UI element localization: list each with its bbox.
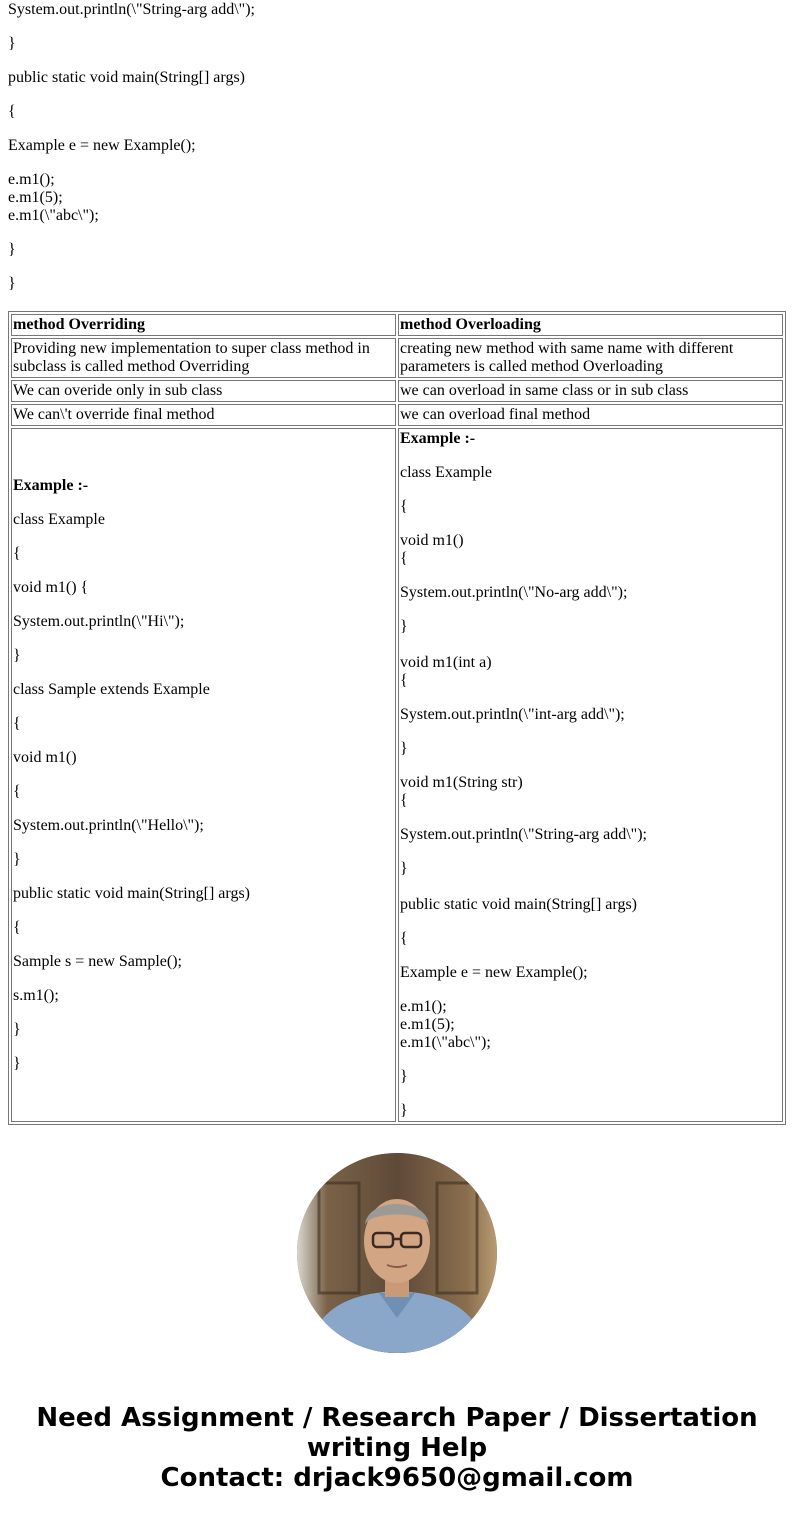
code-line: } xyxy=(13,851,21,868)
comparison-table xyxy=(8,311,786,1125)
code-line: Sample s = new Sample(); xyxy=(13,953,182,970)
code-line: s.m1(); xyxy=(13,987,59,1004)
code-line: class Example xyxy=(400,464,492,481)
code-line: System.out.println(\"Hi\"); xyxy=(13,613,185,630)
table-row xyxy=(11,338,783,378)
portrait-image xyxy=(297,1153,497,1353)
code-line: { xyxy=(8,103,16,120)
promo-line: Need Assignment / Research Paper / Dissertation xyxy=(36,1403,758,1433)
code-line: void m1() { xyxy=(13,579,89,596)
code-line: e.m1(\"abc\"); xyxy=(8,207,99,224)
code-line: } xyxy=(400,1102,408,1119)
code-line: { xyxy=(400,550,408,567)
avatar xyxy=(297,1153,497,1353)
promo-line: writing Help xyxy=(306,1433,488,1463)
table-row-examples xyxy=(11,428,783,1122)
contact-email: Contact: drjack9650@gmail.com xyxy=(160,1463,634,1493)
overloading-example-cell xyxy=(398,428,783,1122)
code-line: { xyxy=(13,783,21,800)
header-method-overloading: method Overloading xyxy=(398,314,783,336)
header-method-overriding: method Overriding xyxy=(11,314,396,336)
code-line: } xyxy=(400,618,408,635)
code-line: } xyxy=(400,1068,408,1085)
example-heading: Example :- xyxy=(13,477,89,494)
table-cell: We can\'t override final method xyxy=(11,404,396,426)
table-row xyxy=(11,404,783,426)
code-line: e.m1(5); xyxy=(8,189,63,206)
code-line: System.out.println(\"String-arg add\"); xyxy=(400,826,647,843)
code-line: void m1(String str) xyxy=(400,774,523,791)
code-line: e.m1(); xyxy=(400,998,447,1015)
code-line: public static void main(String[] args) xyxy=(8,69,245,86)
table-cell: we can overload in same class or in sub class xyxy=(398,380,783,402)
example-heading: Example :- xyxy=(400,430,476,447)
table-cell: We can overide only in sub class xyxy=(11,380,396,402)
code-line: class Sample extends Example xyxy=(13,681,210,698)
overloading-example-code xyxy=(400,430,781,1120)
code-snippet-top xyxy=(8,1,768,293)
code-line: { xyxy=(400,930,408,947)
overriding-example-cell xyxy=(11,428,396,1122)
code-line: { xyxy=(400,672,408,689)
code-line: public static void main(String[] args) xyxy=(400,896,637,913)
table-cell: Providing new implementation to super class method in subclass is called method Overriding xyxy=(11,338,396,378)
table-row xyxy=(11,380,783,402)
code-line: e.m1(5); xyxy=(400,1016,455,1033)
code-line: e.m1(\"abc\"); xyxy=(400,1034,491,1051)
promo-banner xyxy=(0,1403,794,1493)
code-line: { xyxy=(13,919,21,936)
code-line: void m1() xyxy=(400,532,464,549)
code-line: { xyxy=(400,498,408,515)
table-cell: we can overload final method xyxy=(398,404,783,426)
code-line: class Example xyxy=(13,511,105,528)
code-line: } xyxy=(400,740,408,757)
code-line: void m1() xyxy=(13,749,77,766)
code-line: } xyxy=(13,1021,21,1038)
code-line: } xyxy=(13,1055,21,1072)
code-line: System.out.println(\"int-arg add\"); xyxy=(400,706,625,723)
table-header-row xyxy=(11,314,783,336)
code-line: { xyxy=(400,792,408,809)
code-line: System.out.println(\"No-arg add\"); xyxy=(400,584,628,601)
code-line: Example e = new Example(); xyxy=(400,964,588,981)
code-line: void m1(int a) xyxy=(400,654,492,671)
code-line: { xyxy=(13,545,21,562)
code-line: public static void main(String[] args) xyxy=(13,885,250,902)
code-line: } xyxy=(400,860,408,877)
overriding-example-code xyxy=(13,477,394,1073)
code-line: } xyxy=(8,275,16,292)
code-line: } xyxy=(13,647,21,664)
code-line: Example e = new Example(); xyxy=(8,137,196,154)
code-line: } xyxy=(8,241,16,258)
code-line: { xyxy=(13,715,21,732)
code-line: System.out.println(\"String-arg add\"); xyxy=(8,1,255,18)
code-line: e.m1(); xyxy=(8,171,55,188)
table-cell: creating new method with same name with different parameters is called method Overloading xyxy=(398,338,783,378)
code-line: System.out.println(\"Hello\"); xyxy=(13,817,204,834)
code-line: } xyxy=(8,35,16,52)
